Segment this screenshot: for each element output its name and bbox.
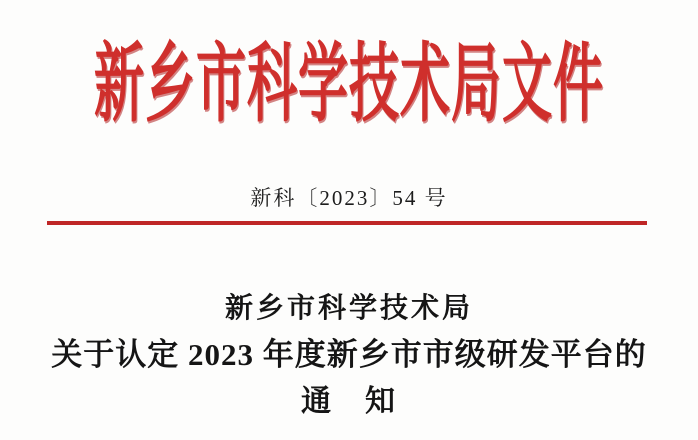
- notice-title-subject: 关于认定 2023 年度新乡市市级研发平台的: [51, 337, 647, 372]
- document-number: 新科〔2023〕54 号: [250, 186, 448, 210]
- document-masthead: [0, 22, 698, 132]
- notice-title-issuer: 新乡市科学技术局: [224, 293, 473, 324]
- notice-title-type: 通 知: [301, 385, 397, 418]
- masthead-title: 新乡市科学技术局文件: [94, 35, 604, 133]
- red-separator-rule: [47, 221, 647, 225]
